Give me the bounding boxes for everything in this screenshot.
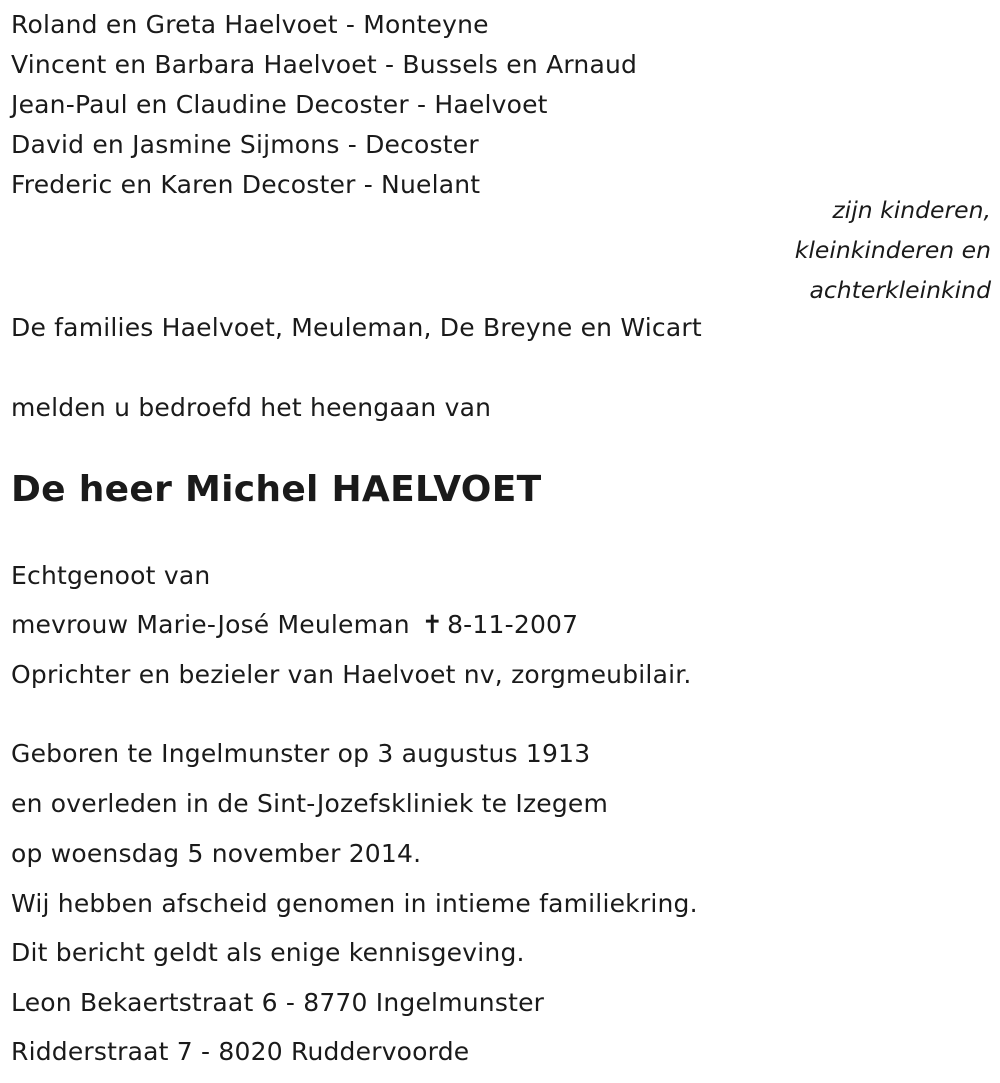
birth-text: Geboren te Ingelmunster op 3 augustus 1913 xyxy=(11,739,591,768)
cross-icon: ✝ xyxy=(421,610,444,639)
death-date-text: op woensdag 5 november 2014. xyxy=(11,839,422,868)
other-families: De families Haelvoet, Meuleman, De Breyne en Wicart xyxy=(11,313,702,342)
death-place-text: en overleden in de Sint-Jozefskliniek te Izegem xyxy=(11,789,609,818)
announcement-text: melden u bedroefd het heengaan van xyxy=(11,393,492,422)
farewell-text: Wij hebben afscheid genomen in intieme familiekring. xyxy=(11,889,698,918)
family-line-1: Roland en Greta Haelvoet - Monteyne xyxy=(11,10,489,39)
spouse-name: mevrouw Marie-José Meuleman xyxy=(11,610,410,639)
relation-line-3: achterkleinkind xyxy=(809,276,991,304)
family-line-2: Vincent en Barbara Haelvoet - Bussels en Arnaud xyxy=(11,50,638,79)
family-line-5: Frederic en Karen Decoster - Nuelant xyxy=(11,170,481,199)
family-line-4: David en Jasmine Sijmons - Decoster xyxy=(11,130,479,159)
address-1: Leon Bekaertstraat 6 - 8770 Ingelmunster xyxy=(11,988,545,1017)
family-line-3: Jean-Paul en Claudine Decoster - Haelvoet xyxy=(11,90,548,119)
spouse-line xyxy=(11,610,578,640)
address-2: Ridderstraat 7 - 8020 Ruddervoorde xyxy=(11,1037,470,1066)
relation-line-2: kleinkinderen en xyxy=(794,236,991,264)
notice-text: Dit bericht geldt als enige kennisgeving. xyxy=(11,938,525,967)
founder-text: Oprichter en bezieler van Haelvoet nv, zorgmeubilair. xyxy=(11,660,692,689)
spouse-death-date: 8-11-2007 xyxy=(447,610,579,639)
relation-line-1: zijn kinderen, xyxy=(832,196,991,224)
spouse-intro: Echtgenoot van xyxy=(11,561,211,590)
deceased-name: De heer Michel HAELVOET xyxy=(11,469,542,510)
